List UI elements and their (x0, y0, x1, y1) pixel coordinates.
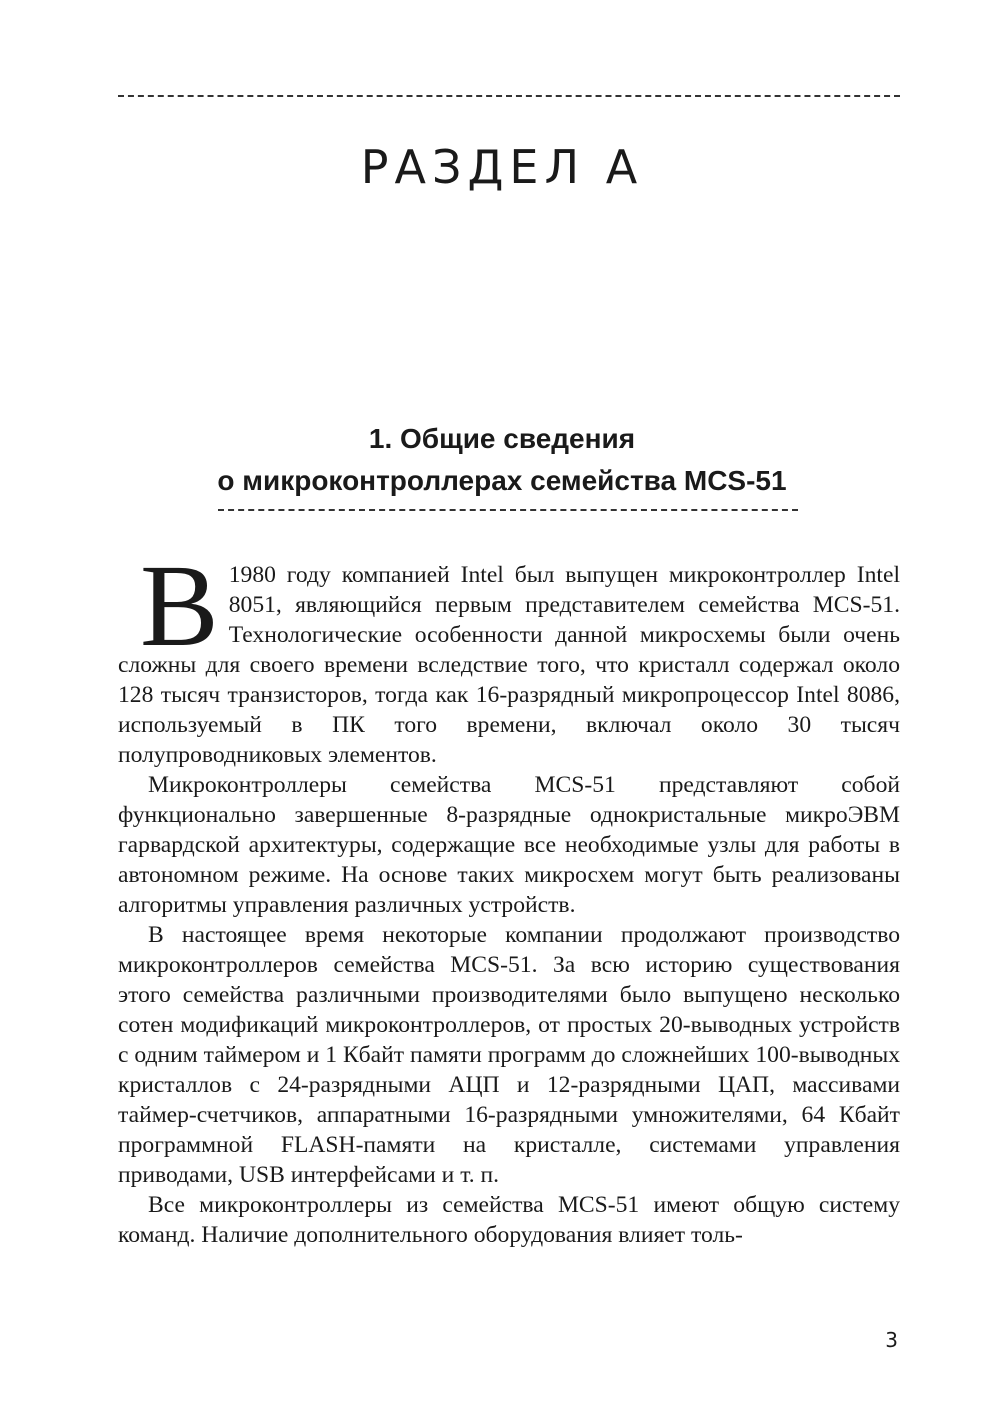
paragraph-3: В настоящее время некоторые компании продолжают производство микроконтроллеров семейства MCS-51. За всю историю существования этого семейства различными производителями было выпущено несколько сотен модификаций микроконтроллеров, от простых 20-выводных устройств с одним таймером и 1 Кбайт памяти программ до сложнейших 100-выводных кристаллов с 24-разрядными АЦП и 12-разрядными ЦАП, массивами таймер-счетчиков, аппаратными 16-разрядными умножителями, 64 Кбайт программной FLASH-памяти на кристалле, системами управления приводами, USB интерфейсами и т. п. (118, 922, 900, 1188)
paragraph-2: Микроконтроллеры семейства MCS-51 представляют собой функционально завершенные 8-разрядные однокристальные микроЭВМ гарвардской архитектуры, содержащие все необходимые узлы для работы в автономном режиме. На основе таких микросхем могут быть реализованы алгоритмы управления различных устройств. (118, 772, 900, 918)
page-number: 3 (885, 1328, 898, 1352)
chapter-heading-line-1: 1. Общие сведения (368, 423, 636, 454)
paragraph-1 (118, 540, 900, 770)
paragraph-1-text: 1980 году компанией Intel был выпущен микроконтроллер Intel 8051, являющийся первым представителем семейства MCS-51. Технологические особенности данной микросхемы были очень сложны для своего времени вследствие того, что кристалл содержал около 128 тысяч транзисторов, тогда как 16-разрядный микропроцессор Intel 8086, используемый в ПК того времени, включал около 30 тысяч полупроводниковых элементов. (118, 562, 900, 768)
chapter-heading-line-2: о микроконтроллерах семейства MCS-51 (217, 465, 787, 496)
heading-divider (218, 509, 798, 511)
drop-cap: В (140, 540, 219, 671)
chapter-heading (0, 418, 1004, 502)
section-title: РАЗДЕЛ А (360, 140, 644, 194)
top-divider (118, 95, 900, 97)
paragraph-4: Все микроконтроллеры из семейства MCS-51 имеют общую систему команд. Наличие дополнительного оборудования влияет толь- (118, 1192, 900, 1248)
body-text (118, 540, 900, 1250)
